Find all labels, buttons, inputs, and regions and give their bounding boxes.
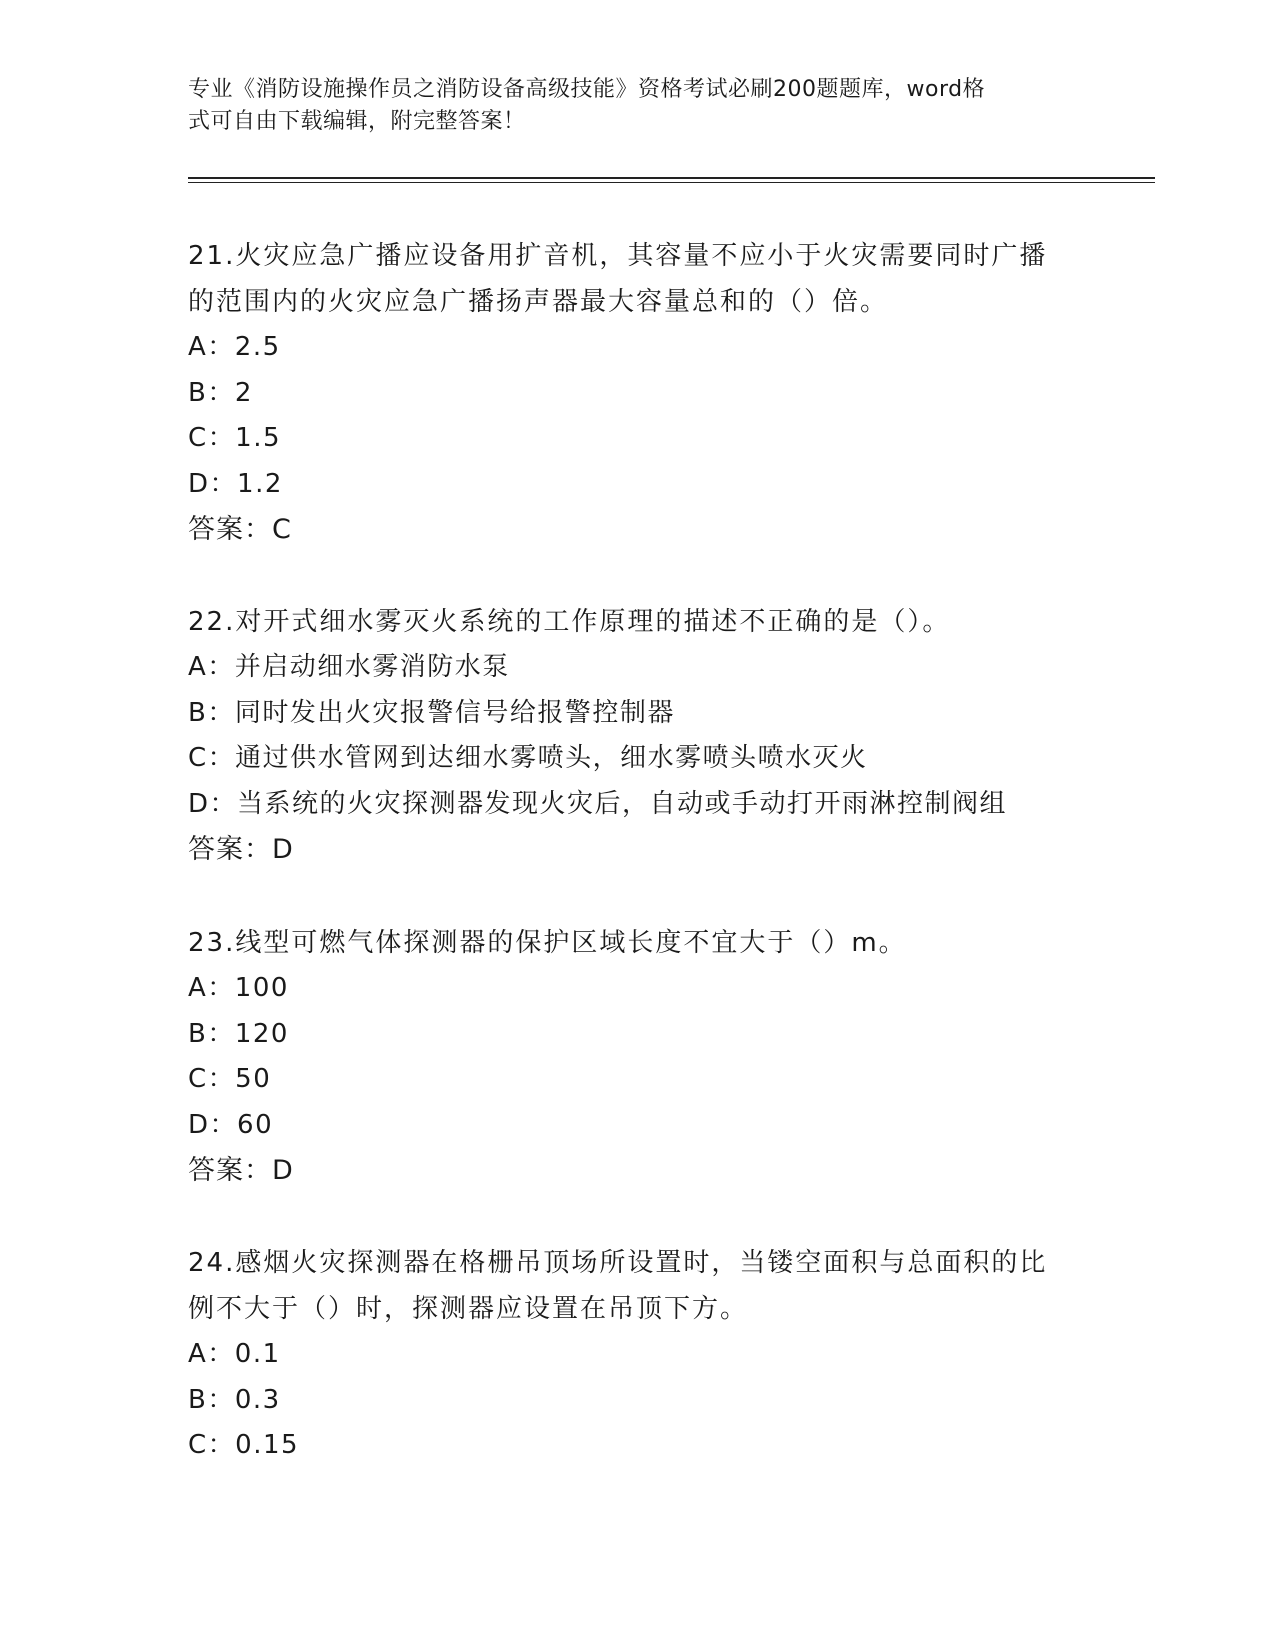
question-22: [188, 599, 1088, 873]
option-b: B：同时发出火灾报警信号给报警控制器: [188, 697, 675, 728]
document-header: [188, 74, 1068, 138]
option-a: A：100: [188, 973, 289, 1003]
option-a: A：2.5: [188, 332, 281, 362]
answer-line: 答案：C: [188, 514, 292, 545]
question-24: [188, 1240, 1088, 1469]
question-stem-line: 例不大于（）时，探测器应设置在吊顶下方。: [188, 1294, 749, 1324]
answer-line: 答案：D: [188, 834, 294, 865]
option-a: A：并启动细水雾消防水泵: [188, 652, 510, 682]
option-a: A：0.1: [188, 1339, 281, 1369]
header-divider-thick: [188, 177, 1155, 179]
question-stem-line: 24.感烟火灾探测器在格栅吊顶场所设置时，当镂空面积与总面积的比: [188, 1248, 1048, 1278]
option-b: B：0.3: [188, 1384, 281, 1415]
question-23: [188, 920, 1088, 1194]
option-b: B：120: [188, 1018, 289, 1049]
option-d: D：60: [188, 1109, 274, 1140]
option-c: C：1.5: [188, 423, 282, 453]
answer-line: 答案：D: [188, 1155, 294, 1186]
header-line-1: 专业《消防设施操作员之消防设备高级技能》资格考试必刷200题题库，word格: [188, 77, 986, 102]
header-divider-thin: [188, 182, 1155, 183]
header-line-2: 式可自由下载编辑，附完整答案！: [188, 109, 526, 134]
option-c: C：50: [188, 1064, 272, 1094]
option-c: C：0.15: [188, 1430, 300, 1460]
option-d: D：当系统的火灾探测器发现火灾后，自动或手动打开雨淋控制阀组: [188, 788, 1008, 819]
question-stem-line: 21.火灾应急广播应设备用扩音机，其容量不应小于火灾需要同时广播: [188, 241, 1048, 271]
question-21: [188, 233, 1088, 553]
question-stem-line: 的范围内的火灾应急广播扬声器最大容量总和的（）倍。: [188, 287, 889, 317]
option-c: C：通过供水管网到达细水雾喷头，细水雾喷头喷水灭火: [188, 743, 868, 773]
option-b: B：2: [188, 377, 253, 408]
question-stem-line: 22.对开式细水雾灭火系统的工作原理的描述不正确的是（）。: [188, 607, 951, 637]
option-d: D：1.2: [188, 468, 283, 499]
question-stem-line: 23.线型可燃气体探测器的保护区域长度不宜大于（）m。: [188, 928, 907, 958]
